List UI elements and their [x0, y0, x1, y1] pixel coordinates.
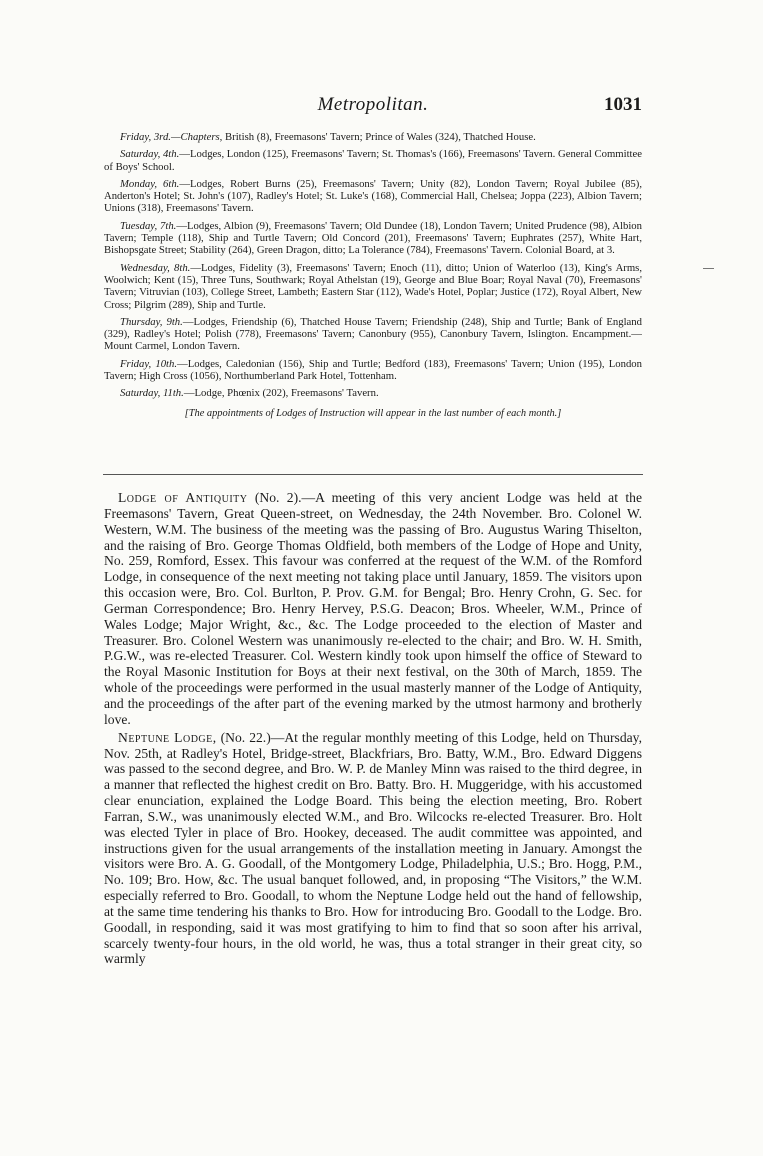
notice-text: —Lodges, Caledonian (156), Ship and Turtle; Bedford (183), Freemasons' Tavern; Union (195), London Tavern; High Cross (1056), Northumberland Park Hotel, Tottenham.: [104, 357, 642, 383]
article-lodge-of-antiquity: [104, 490, 642, 728]
article-neptune-lodge: [104, 730, 642, 968]
article-body: (No. 22.)—At the regular monthly meeting of this Lodge, held on Thursday, Nov. 25th, at Radley's Hotel, Bridge-street, Blackfriars, Bro. Batty, W.M., Bro. Edward Diggens was passed to the second degree, and Bro. W. P. de Manley Minn was raised to the third degree, in a manner that reflected the highest credit on Bro. Batty. Bro. H. Muggeridge, with his accustomed clear enunciation, explained the Lodge Board. This being the election meeting, Bro. Robert Farran, S.W., was unanimously elected W.M., and Bro. Wilcocks re-elected Treasurer. Bro. Holt was elected Tyler in place of Bro. Hookey, deceased. The audit committee was appointed, and instructions given for the usual arrangements of the installation meeting in January. Amongst the visitors were Bro. A. G. Goodall, of the Montgomery Lodge, Philadelphia, U.S.; Bro. Hogg, P.M., No. 109; Bro. How, &c. The usual banquet followed, and, in proposing “The Visitors,” the W.M. especially referred to Bro. Goodall, to whom the Neptune Lodge held out the hand of fellowship, at the same time tendering his thanks to Bro. How for introducing Bro. Goodall to the Lodge. Bro. Goodall, in responding, said it was most gratifying to him to find that so soon after his arrival, scarcely twenty-four hours, in the old world, he was, thus a total stranger in their great city, so warmly: [104, 729, 642, 967]
notice-day: Tuesday, 7th.: [120, 219, 177, 232]
page-number: 1031: [604, 94, 642, 115]
running-head: [104, 94, 642, 122]
notice-text: —Lodge, Phœnix (202), Freemasons' Tavern.: [183, 387, 379, 400]
lodge-meetings-list: [104, 131, 642, 430]
notice-text: —Lodges, Friendship (6), Thatched House Tavern; Friendship (248), Ship and Turtle; Bank of England (329), Radley's Hotel; Polish (778), Freemasons' Tavern; Canonbury (955), Canonbury Tavern, Islington. Encampment.—Mount Carmel, London Tavern.: [104, 315, 642, 353]
article-heading: Neptune Lodge,: [118, 729, 217, 745]
notice-day: Thursday, 9th.: [120, 315, 183, 328]
notice-wednesday-8th: [104, 262, 642, 311]
notice-text: —Lodges, Albion (9), Freemasons' Tavern; Old Dundee (18), London Tavern; United Prudence (98), Albion Tavern; Temple (118), Ship and Turtle Tavern; Old Concord (201), Freemasons' Tavern; Euphrates (257), White Hart, Bishopsgate Street; Stability (264), Green Dragon, ditto; La Tolerance (784), Freemasons' Tavern. Colonial Board, at 3.: [104, 219, 642, 257]
notice-day: Saturday, 4th.: [120, 148, 180, 161]
notice-text: British (8), Freemasons' Tavern; Prince of Wales (324), Thatched House.: [222, 131, 536, 143]
notice-friday-10th: [104, 358, 642, 383]
notice-day: Saturday, 11th.: [120, 387, 184, 400]
notice-thursday-9th: [104, 316, 642, 353]
instruction-note-text: [The appointments of Lodges of Instruction will appear in the last number of each month.]: [184, 407, 562, 419]
section-divider: [103, 474, 643, 475]
notice-text: —Lodges, Fidelity (3), Freemasons' Tavern; Enoch (11), ditto; Union of Waterloo (13), King's Arms, Woolwich; Kent (15), Three Tuns, Southwark; Royal Athelstan (19), George and Blue Boar; Royal Naval (70), Freemasons' Tavern; Vitruvian (103), College Street, Lambeth; Eastern Star (112), Wade's Hotel, Poplar; Justice (172), Royal Albert, New Cross; Pilgrim (289), Ship and Turtle.: [104, 261, 642, 311]
notice-day: Wednesday, 8th.: [120, 261, 191, 274]
article-body: (No. 2).—A meeting of this very ancient Lodge was held at the Freemasons' Tavern, Great Queen-street, on Wednesday, the 24th November. Bro. Colonel W. Western, W.M. The business of the meeting was the passing of Bro. Augustus Waring Thiselton, and the raising of Bro. George Thomas Oldfield, both members of the Lodge of Hope and Unity, No. 259, Romford, Essex. This favour was conferred at the request of the W.M. of the Romford Lodge, in consequence of the next meeting not taking place until January, 1859. The visitors upon this occasion were, Bro. Col. Burlton, P. Prov. G.M. for Bengal; Bro. Henry Crohn, G. Sec. for German Correspondence; Bro. Henry Hervey, P.S.G. Deacon; Bros. Wheeler, W.M., Prince of Wales Lodge; Major Wright, &c., &c. The Lodge proceeded to the election of Master and Treasurer. Bro. Colonel Western was unanimously re-elected to the chair; and Bro. W. H. Smith, P.G.W., was re-elected Treasurer. Col. Western kindly took upon himself the office of Steward to the Royal Masonic Institution for Boys at their next festival, on the 30th of March, 1859. The whole of the proceedings were performed in the usual masterly manner of the Lodge of Antiquity, and the proceedings of the after part of the evening marked by the utmost harmony and brotherly love.: [104, 490, 642, 727]
notice-monday-6th: [104, 178, 642, 215]
notice-saturday-11th: [104, 387, 642, 399]
notice-friday-3rd: [104, 131, 642, 143]
instruction-note: [104, 408, 642, 420]
notice-text: —Lodges, London (125), Freemasons' Tavern; St. Thomas's (166), Freemasons' Tavern. General Committee of Boys' School.: [104, 148, 642, 173]
notice-day: Monday, 6th.: [120, 177, 180, 190]
article-heading: Lodge of Antiquity: [118, 490, 248, 505]
running-title: Metropolitan.: [317, 94, 429, 115]
notice-tuesday-7th: [104, 220, 642, 257]
notice-saturday-4th: [104, 148, 642, 173]
notice-text: —Lodges, Robert Burns (25), Freemasons' Tavern; Unity (82), London Tavern; Royal Jubilee (85), Anderton's Hotel; St. John's (107), Radley's Hotel; St. Luke's (168), Commercial Hall, Chelsea; Joppa (223), Albion Tavern; Unions (318), Freemasons' Tavern.: [104, 177, 642, 215]
notice-day: Friday, 3rd.—Chapters,: [120, 131, 223, 143]
lodge-reports: [104, 490, 642, 969]
notice-day: Friday, 10th.: [120, 357, 178, 370]
margin-mark: [703, 268, 714, 269]
